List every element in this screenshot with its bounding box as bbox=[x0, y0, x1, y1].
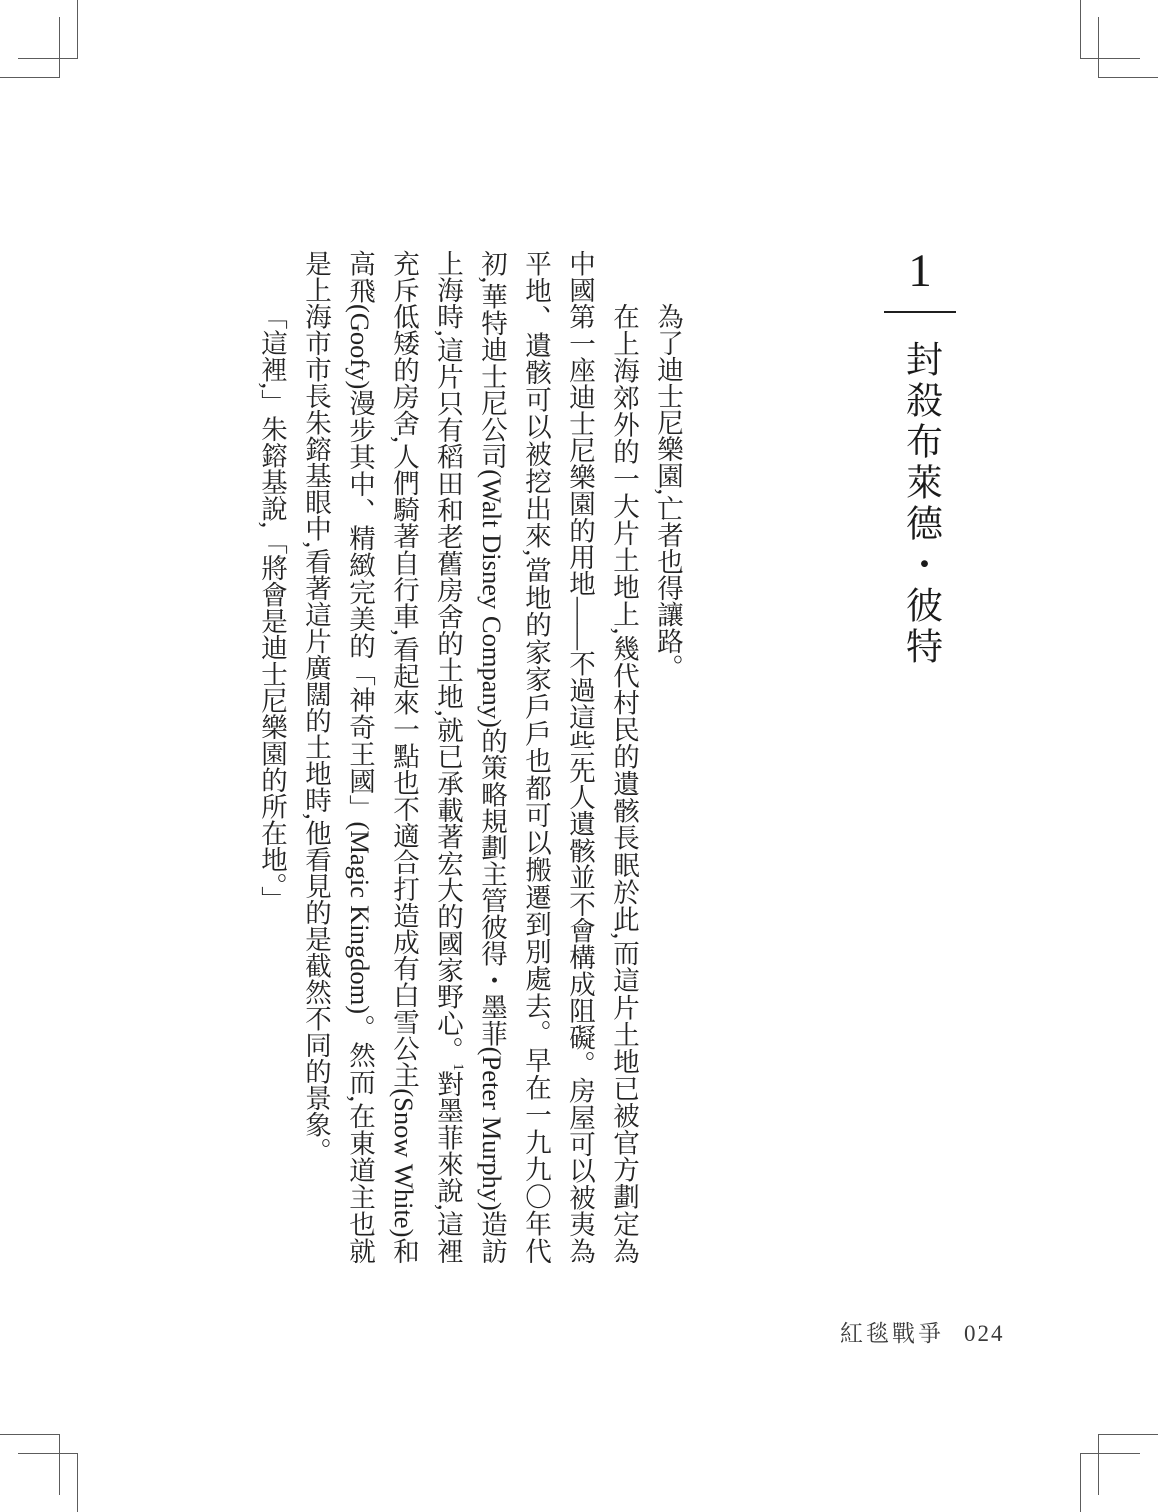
chapter-heading bbox=[878, 245, 962, 668]
footer-book-title: 紅毯戰爭 bbox=[840, 1321, 944, 1346]
chapter-divider-line bbox=[884, 311, 956, 313]
crop-mark-top-right-inner bbox=[1098, 17, 1158, 78]
chapter-title: 封殺布萊德・彼特 bbox=[899, 340, 941, 668]
crop-mark-bottom-right-inner bbox=[1098, 1434, 1158, 1495]
crop-mark-bottom-left-inner bbox=[0, 1434, 60, 1495]
footer-page-number: 024 bbox=[964, 1321, 1005, 1346]
chapter-number: 1 bbox=[908, 245, 932, 297]
paragraph-1: 為了迪士尼樂園,亡者也得讓路。 bbox=[653, 303, 683, 681]
paragraph-2-text: 在上海郊外的一大片土地上,幾代村民的遺骸長眠於此,而這片土地已被官方劃定為中國第一座迪士尼樂園的用地——不過這些先人遺骸並不會構成阻礙。房屋可以被夷為平地、遺骸可以被挖出來,當地的家家戶戶也都可以搬遷到別處去。早在一九九〇年代初,華特迪士尼公司(Walt Disney Company)的策略規劃主管彼得・墨菲(Peter Murphy)造訪上海時,這片只有稻田和老舊房舍的土地,就已承載著宏大的國家野心。 bbox=[433, 250, 639, 1264]
paragraph-3: 「這裡,」朱鎔基說,「將會是迪士尼樂園的所在地。」 bbox=[257, 303, 287, 913]
page-footer bbox=[840, 1315, 1005, 1348]
paragraph-2 bbox=[294, 250, 646, 1264]
paragraph-2-text-after-note: 對墨菲來說,這裡充斥低矮的房舍,人們騎著自行車,看起來一點也不適合打造成有白雪公主(Snow White)和高飛(Goofy)漫步其中、精緻完美的「神奇王國」(Magic Kingdom)。然而,在東道主也就是上海市市長朱鎔基眼中,看著這片廣闊的土地時,他看見的是截然不同的景象。 bbox=[301, 250, 463, 1265]
footnote-marker: 1 bbox=[449, 1063, 466, 1071]
crop-mark-top-left-inner bbox=[0, 17, 60, 78]
body-text bbox=[250, 250, 690, 1264]
